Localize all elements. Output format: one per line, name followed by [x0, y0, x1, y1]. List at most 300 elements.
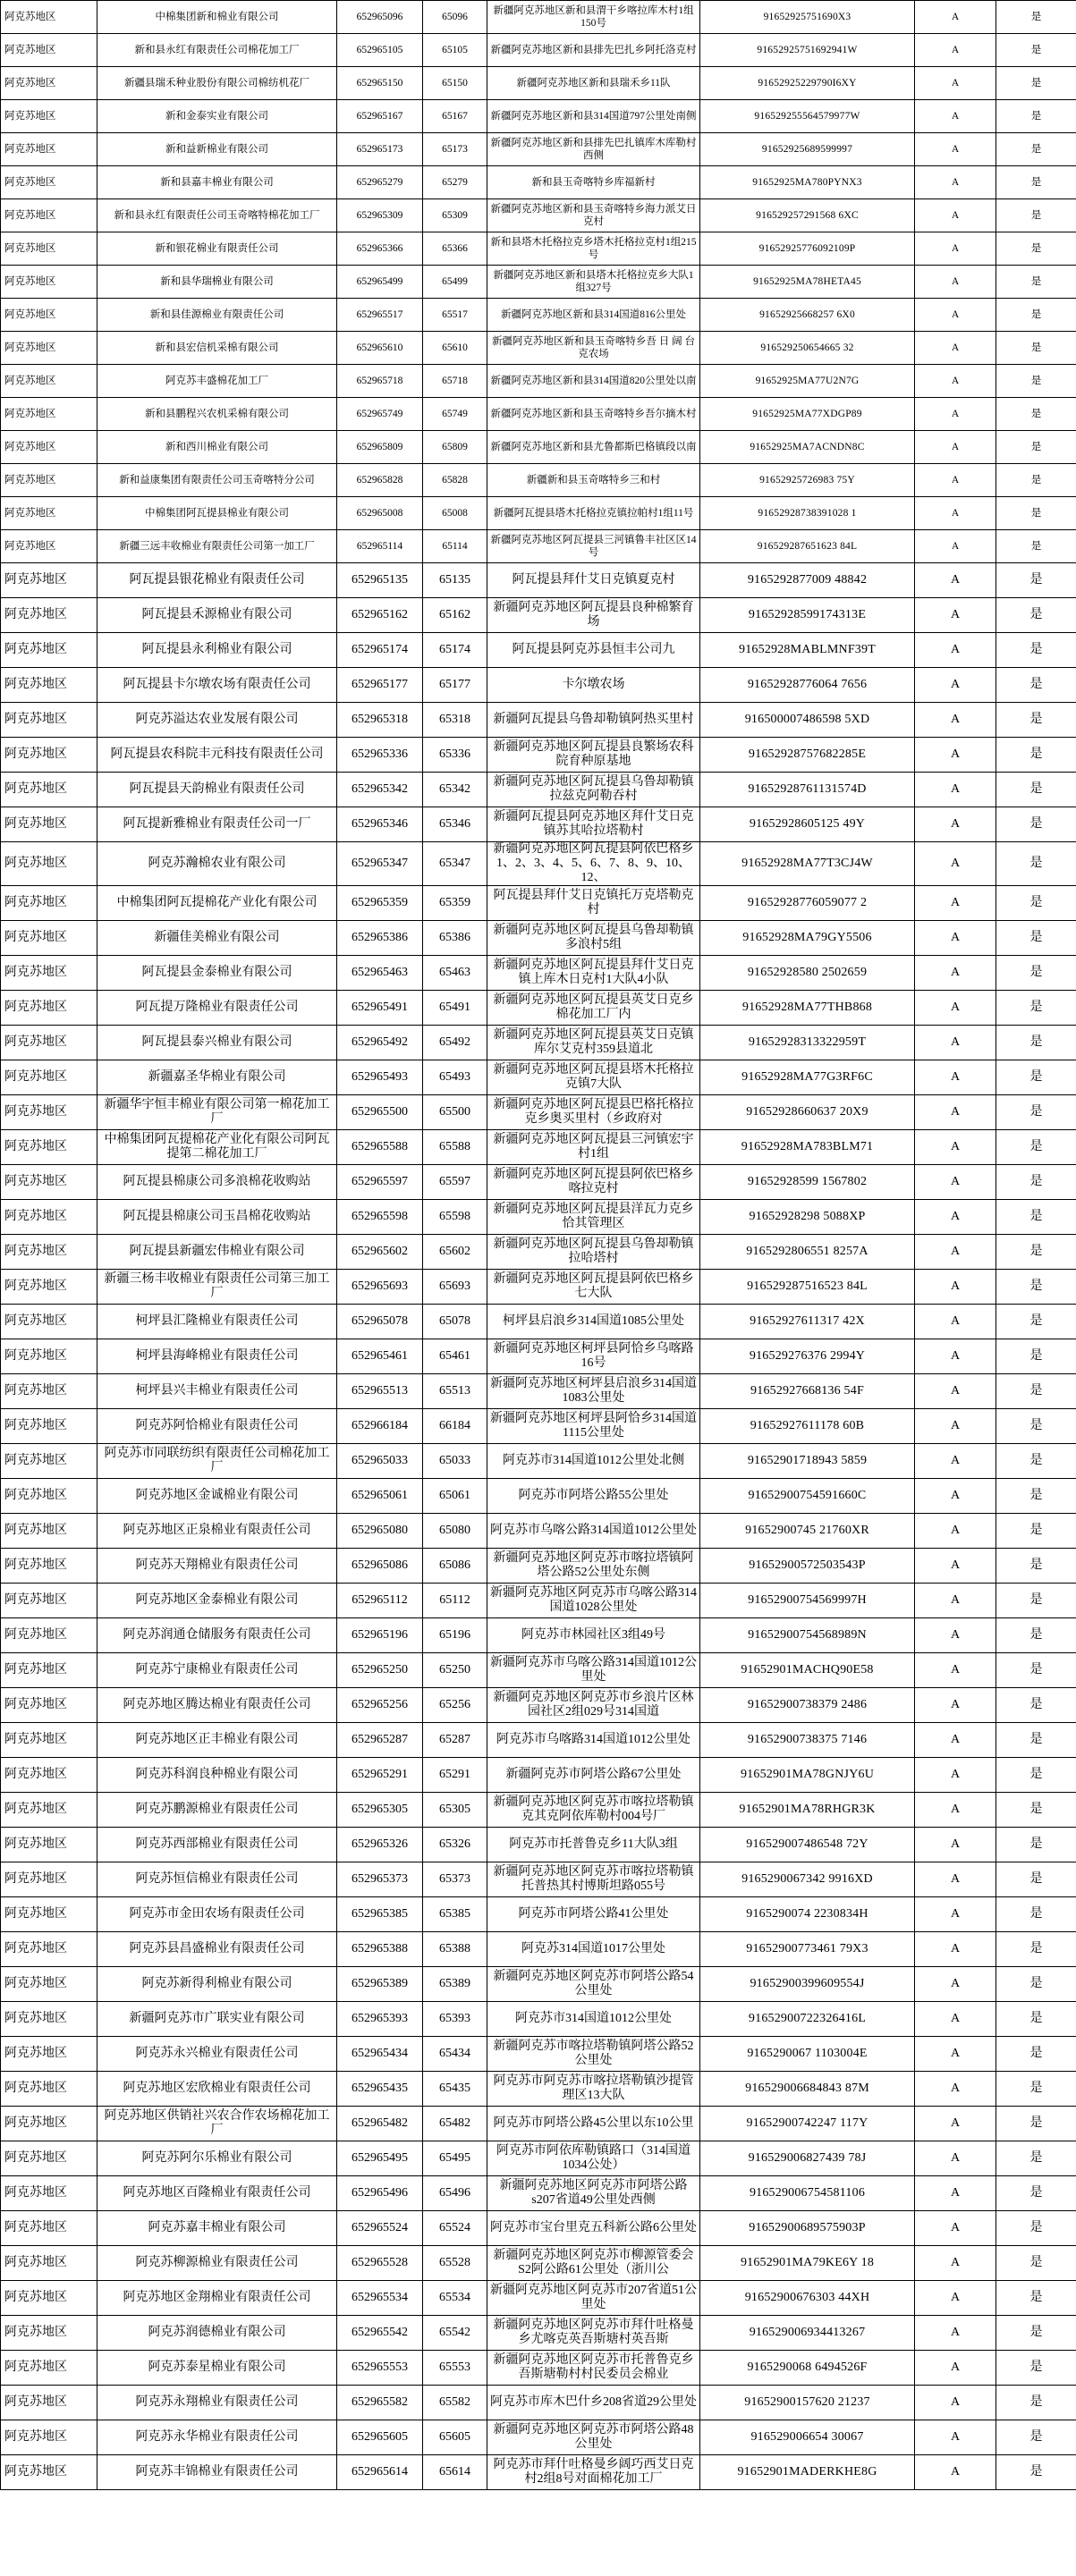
flag-cell: 是: [996, 1165, 1076, 1200]
credit-code-cell: 9165290067342 9916XD: [700, 1862, 915, 1897]
region-cell: 阿克苏地区: [1, 2316, 97, 2351]
region-cell: 阿克苏地区: [1, 2037, 97, 2072]
credit-code-cell: 916529287516523 84L: [700, 1270, 915, 1305]
address-cell: 新疆阿克苏地区阿瓦提县乌鲁却勒镇拉哈塔村: [487, 1235, 700, 1270]
grade-cell: A: [915, 1618, 996, 1653]
grade-cell: A: [915, 1444, 996, 1479]
grade-cell: A: [915, 1758, 996, 1793]
code-cell: 652965173: [337, 133, 423, 166]
code-cell: 652965086: [337, 1549, 423, 1584]
code-cell: 652965614: [337, 2455, 423, 2490]
table-row: [1, 807, 1076, 842]
region-cell: 阿克苏地区: [1, 2351, 97, 2386]
flag-cell: 是: [996, 199, 1076, 232]
code-cell: 652965256: [337, 1688, 423, 1723]
region-cell: 阿克苏地区: [1, 598, 97, 633]
code-cell: 652965500: [337, 1095, 423, 1130]
address-cell: 新疆阿克苏地区新和县玉奇喀特乡海力派艾日克村: [487, 199, 700, 232]
short-code-cell: 65167: [423, 100, 487, 133]
address-cell: 新疆阿克苏地区新和县314国道797公里处南侧: [487, 100, 700, 133]
short-code-cell: 65173: [423, 133, 487, 166]
grade-cell: A: [915, 2386, 996, 2420]
region-cell: 阿克苏地区: [1, 1932, 97, 1967]
short-code-cell: 65359: [423, 886, 487, 921]
company-name-cell: 阿克苏柳源棉业有限责任公司: [97, 2246, 337, 2281]
region-cell: 阿克苏地区: [1, 365, 97, 398]
company-name-cell: 阿瓦提万隆棉业有限责任公司: [97, 991, 337, 1026]
table-row: [1, 497, 1076, 530]
table-row: [1, 1932, 1076, 1967]
credit-code-cell: 91652900157620 21237: [700, 2386, 915, 2420]
short-code-cell: 65318: [423, 703, 487, 738]
table-row: [1, 2176, 1076, 2211]
address-cell: 新疆阿克苏市乌喀公路314国道1012公里处: [487, 1653, 700, 1688]
address-cell: 新疆阿克苏地区阿瓦提县三河镇宏宇村1组: [487, 1130, 700, 1165]
flag-cell: 是: [996, 1897, 1076, 1932]
address-cell: 阿克苏市库木巴什乡208省道29公里处: [487, 2386, 700, 2420]
company-name-cell: 阿克苏泰星棉业有限公司: [97, 2351, 337, 2386]
address-cell: 新疆阿克苏地区新和县瑞禾乡11队: [487, 67, 700, 100]
credit-code-cell: 9165290067 1103004E: [700, 2037, 915, 2072]
region-cell: 阿克苏地区: [1, 1549, 97, 1584]
short-code-cell: 65086: [423, 1549, 487, 1584]
address-cell: 新疆阿克苏地区阿克苏市阿塔公路54公里处: [487, 1967, 700, 2002]
credit-code-cell: 9165292806551 8257A: [700, 1235, 915, 1270]
region-cell: 阿克苏地区: [1, 668, 97, 703]
address-cell: 阿克苏市托普鲁克乡11大队3组: [487, 1828, 700, 1862]
credit-code-cell: 91652900676303 44XH: [700, 2281, 915, 2316]
short-code-cell: 65496: [423, 2176, 487, 2211]
table-row: [1, 1479, 1076, 1514]
region-cell: 阿克苏地区: [1, 133, 97, 166]
address-cell: 新疆阿克苏地区阿瓦提县英艾日克乡棉花加工厂内: [487, 991, 700, 1026]
grade-cell: A: [915, 738, 996, 773]
region-cell: 阿克苏地区: [1, 1305, 97, 1339]
short-code-cell: 65393: [423, 2002, 487, 2037]
region-cell: 阿克苏地区: [1, 1828, 97, 1862]
region-cell: 阿克苏地区: [1, 842, 97, 886]
address-cell: 阿克苏市阿塔公路41公里处: [487, 1897, 700, 1932]
address-cell: 阿克苏市314国道1012公里处: [487, 2002, 700, 2037]
grade-cell: A: [915, 1060, 996, 1095]
code-cell: 652965496: [337, 2176, 423, 2211]
region-cell: 阿克苏地区: [1, 1235, 97, 1270]
grade-cell: A: [915, 1862, 996, 1897]
company-name-cell: 新疆佳美棉业有限公司: [97, 921, 337, 956]
table-row: [1, 1688, 1076, 1723]
short-code-cell: 65495: [423, 2141, 487, 2176]
address-cell: 新疆阿克苏地区阿克苏市乌喀公路314国道1028公里处: [487, 1584, 700, 1618]
code-cell: 652965135: [337, 563, 423, 598]
company-name-cell: 阿克苏地区正丰棉业有限公司: [97, 1723, 337, 1758]
code-cell: 652965389: [337, 1967, 423, 2002]
short-code-cell: 65588: [423, 1130, 487, 1165]
region-cell: 阿克苏地区: [1, 2141, 97, 2176]
code-cell: 652965605: [337, 2420, 423, 2455]
short-code-cell: 65461: [423, 1339, 487, 1374]
region-cell: 阿克苏地区: [1, 1444, 97, 1479]
table-row: [1, 1618, 1076, 1653]
grade-cell: A: [915, 842, 996, 886]
flag-cell: 是: [996, 1305, 1076, 1339]
flag-cell: 是: [996, 738, 1076, 773]
table-row: [1, 668, 1076, 703]
table-row: [1, 2455, 1076, 2490]
credit-code-cell: 916529006754581106: [700, 2176, 915, 2211]
credit-code-cell: 91652900742247 117Y: [700, 2107, 915, 2141]
credit-code-cell: 91652928298 5088XP: [700, 1200, 915, 1235]
address-cell: 新疆阿克苏地区阿克苏市托普鲁克乡吾斯塘勒村村民委员会棉业: [487, 2351, 700, 2386]
short-code-cell: 65135: [423, 563, 487, 598]
table-row: [1, 1, 1076, 34]
region-cell: 阿克苏地区: [1, 2420, 97, 2455]
table-row: [1, 1967, 1076, 2002]
table-row: [1, 365, 1076, 398]
company-name-cell: 阿克苏永兴棉业有限责任公司: [97, 2037, 337, 2072]
company-name-cell: 新和县永红有限责任公司棉花加工厂: [97, 34, 337, 67]
grade-cell: A: [915, 530, 996, 563]
flag-cell: 是: [996, 299, 1076, 332]
region-cell: 阿克苏地区: [1, 1270, 97, 1305]
flag-cell: 是: [996, 2002, 1076, 2037]
company-name-cell: 新和县鹏程兴农机采棉有限公司: [97, 398, 337, 431]
region-cell: 阿克苏地区: [1, 1584, 97, 1618]
short-code-cell: 65482: [423, 2107, 487, 2141]
short-code-cell: 65150: [423, 67, 487, 100]
flag-cell: 是: [996, 886, 1076, 921]
table-row: [1, 563, 1076, 598]
code-cell: 652965346: [337, 807, 423, 842]
company-name-cell: 阿瓦提县棉康公司多浪棉花收购站: [97, 1165, 337, 1200]
table-row: [1, 1514, 1076, 1549]
credit-code-cell: 91652928738391028 1: [700, 497, 915, 530]
region-cell: 阿克苏地区: [1, 67, 97, 100]
flag-cell: 是: [996, 1444, 1076, 1479]
short-code-cell: 65491: [423, 991, 487, 1026]
flag-cell: 是: [996, 633, 1076, 668]
short-code-cell: 65061: [423, 1479, 487, 1514]
company-name-cell: 阿瓦提县永利棉业有限公司: [97, 633, 337, 668]
flag-cell: 是: [996, 2141, 1076, 2176]
code-cell: 652965493: [337, 1060, 423, 1095]
short-code-cell: 65500: [423, 1095, 487, 1130]
company-name-cell: 阿克苏地区腾达棉业有限责任公司: [97, 1688, 337, 1723]
flag-cell: 是: [996, 497, 1076, 530]
address-cell: 新疆阿瓦提县塔木托格拉克镇拉帕村1组11号: [487, 497, 700, 530]
short-code-cell: 65309: [423, 199, 487, 232]
region-cell: 阿克苏地区: [1, 530, 97, 563]
address-cell: 新疆阿瓦提县乌鲁却勒镇阿热买里村: [487, 703, 700, 738]
credit-code-cell: 91652900773461 79X3: [700, 1932, 915, 1967]
table-row: [1, 1200, 1076, 1235]
flag-cell: 是: [996, 1479, 1076, 1514]
code-cell: 652965749: [337, 398, 423, 431]
table-row: [1, 1549, 1076, 1584]
code-cell: 652965347: [337, 842, 423, 886]
flag-cell: 是: [996, 100, 1076, 133]
code-cell: 652965828: [337, 464, 423, 497]
short-code-cell: 65114: [423, 530, 487, 563]
credit-code-cell: 91652925MA77U2N7G: [700, 365, 915, 398]
table-row: [1, 398, 1076, 431]
table-row: [1, 1235, 1076, 1270]
flag-cell: 是: [996, 1758, 1076, 1793]
address-cell: 新疆阿克苏地区阿克苏市拜什吐格曼乡尤喀克英吾斯塘村英吾斯: [487, 2316, 700, 2351]
short-code-cell: 65342: [423, 773, 487, 807]
address-cell: 新疆阿克苏地区阿瓦提县英艾日克镇库尔艾克村359县道北: [487, 1026, 700, 1060]
region-cell: 阿克苏地区: [1, 1897, 97, 1932]
region-cell: 阿克苏地区: [1, 2455, 97, 2490]
table-row: [1, 1060, 1076, 1095]
grade-cell: A: [915, 703, 996, 738]
flag-cell: 是: [996, 807, 1076, 842]
short-code-cell: 65524: [423, 2211, 487, 2246]
flag-cell: 是: [996, 67, 1076, 100]
region-cell: 阿克苏地区: [1, 34, 97, 67]
region-cell: 阿克苏地区: [1, 2176, 97, 2211]
credit-code-cell: 91652900738375 7146: [700, 1723, 915, 1758]
credit-code-cell: 91652900572503543P: [700, 1549, 915, 1584]
credit-code-cell: 91652928761131574D: [700, 773, 915, 807]
address-cell: 阿克苏市阿克苏市喀拉塔勒镇沙提管理区13大队: [487, 2072, 700, 2107]
flag-cell: 是: [996, 991, 1076, 1026]
grade-cell: A: [915, 1897, 996, 1932]
table-row: [1, 34, 1076, 67]
credit-code-cell: 916529007486548 72Y: [700, 1828, 915, 1862]
region-cell: 阿克苏地区: [1, 2281, 97, 2316]
company-name-cell: 柯坪县汇隆棉业有限责任公司: [97, 1305, 337, 1339]
address-cell: 新疆阿克苏地区阿克苏市喀拉塔勒镇托普热其村博斯坦路055号: [487, 1862, 700, 1897]
grade-cell: A: [915, 2281, 996, 2316]
company-name-cell: 新和益新棉业有限公司: [97, 133, 337, 166]
address-cell: 新疆阿克苏地区新和县排先巴扎镇库木库勒村西侧: [487, 133, 700, 166]
code-cell: 652965582: [337, 2386, 423, 2420]
short-code-cell: 65305: [423, 1793, 487, 1828]
company-name-cell: 阿克苏溢达农业发展有限公司: [97, 703, 337, 738]
table-row: [1, 2281, 1076, 2316]
region-cell: 阿克苏地区: [1, 738, 97, 773]
address-cell: 阿克苏市乌喀公路314国道1012公里处: [487, 1514, 700, 1549]
address-cell: 新疆阿克苏地区柯坪县启浪乡314国道1083公里处: [487, 1374, 700, 1409]
credit-code-cell: 916529257291568 6XC: [700, 199, 915, 232]
credit-code-cell: 91652928580 2502659: [700, 956, 915, 991]
flag-cell: 是: [996, 1200, 1076, 1235]
credit-code-cell: 91652900399609554J: [700, 1967, 915, 2002]
code-cell: 652965602: [337, 1235, 423, 1270]
credit-code-cell: 91652927668136 54F: [700, 1374, 915, 1409]
flag-cell: 是: [996, 1932, 1076, 1967]
region-cell: 阿克苏地区: [1, 1, 97, 34]
table-row: [1, 100, 1076, 133]
grade-cell: A: [915, 2351, 996, 2386]
credit-code-cell: 91652928605125 49Y: [700, 807, 915, 842]
region-cell: 阿克苏地区: [1, 563, 97, 598]
table-row: [1, 1444, 1076, 1479]
flag-cell: 是: [996, 1060, 1076, 1095]
credit-code-cell: 91652928776064 7656: [700, 668, 915, 703]
table-row: [1, 1095, 1076, 1130]
credit-code-cell: 91652925229790I6XY: [700, 67, 915, 100]
address-cell: 阿克苏市林园社区3组49号: [487, 1618, 700, 1653]
short-code-cell: 65597: [423, 1165, 487, 1200]
grade-cell: A: [915, 2072, 996, 2107]
code-cell: 652965534: [337, 2281, 423, 2316]
company-name-cell: 阿克苏润德棉业有限公司: [97, 2316, 337, 2351]
credit-code-cell: 916500007486598 5XD: [700, 703, 915, 738]
region-cell: 阿克苏地区: [1, 1688, 97, 1723]
flag-cell: 是: [996, 1130, 1076, 1165]
grade-cell: A: [915, 67, 996, 100]
credit-code-cell: 91652925751690X3: [700, 1, 915, 34]
grade-cell: A: [915, 1828, 996, 1862]
code-cell: 652965434: [337, 2037, 423, 2072]
region-cell: 阿克苏地区: [1, 2107, 97, 2141]
region-cell: 阿克苏地区: [1, 886, 97, 921]
short-code-cell: 65174: [423, 633, 487, 668]
region-cell: 阿克苏地区: [1, 1165, 97, 1200]
address-cell: 阿克苏市阿依库勒镇路口（314国道1034公处）: [487, 2141, 700, 2176]
short-code-cell: 65279: [423, 166, 487, 199]
flag-cell: 是: [996, 1339, 1076, 1374]
short-code-cell: 65582: [423, 2386, 487, 2420]
credit-code-cell: 91652901MADERKHE8G: [700, 2455, 915, 2490]
region-cell: 阿克苏地区: [1, 1095, 97, 1130]
code-cell: 652965809: [337, 431, 423, 464]
credit-code-cell: 91652928MABLMNF39T: [700, 633, 915, 668]
flag-cell: 是: [996, 464, 1076, 497]
table-row: [1, 1828, 1076, 1862]
code-cell: 652965482: [337, 2107, 423, 2141]
short-code-cell: 65828: [423, 464, 487, 497]
table-row: [1, 1339, 1076, 1374]
company-name-cell: 新疆嘉圣华棉业有限公司: [97, 1060, 337, 1095]
table-row: [1, 598, 1076, 633]
flag-cell: 是: [996, 921, 1076, 956]
company-name-cell: 阿克苏润通仓储服务有限责任公司: [97, 1618, 337, 1653]
flag-cell: 是: [996, 842, 1076, 886]
credit-code-cell: 91652927611178 60B: [700, 1409, 915, 1444]
flag-cell: 是: [996, 530, 1076, 563]
table-row: [1, 1305, 1076, 1339]
company-name-cell: 中棉集团阿瓦提棉花产业化有限公司阿瓦提第二棉花加工厂: [97, 1130, 337, 1165]
flag-cell: 是: [996, 1828, 1076, 1862]
table-row: [1, 1758, 1076, 1793]
short-code-cell: 65287: [423, 1723, 487, 1758]
table-row: [1, 991, 1076, 1026]
code-cell: 652965553: [337, 2351, 423, 2386]
flag-cell: 是: [996, 2037, 1076, 2072]
grade-cell: A: [915, 1514, 996, 1549]
code-cell: 652965112: [337, 1584, 423, 1618]
company-name-cell: 新和益康集团有限责任公司玉奇喀特分公司: [97, 464, 337, 497]
credit-code-cell: 91652925776092109P: [700, 232, 915, 266]
region-cell: 阿克苏地区: [1, 633, 97, 668]
short-code-cell: 65386: [423, 921, 487, 956]
grade-cell: A: [915, 1305, 996, 1339]
short-code-cell: 65534: [423, 2281, 487, 2316]
code-cell: 652965061: [337, 1479, 423, 1514]
code-cell: 652965598: [337, 1200, 423, 1235]
company-name-cell: 新和县永红有限责任公司玉奇喀特棉花加工厂: [97, 199, 337, 232]
table-row: [1, 2246, 1076, 2281]
table-row: [1, 332, 1076, 365]
code-cell: 652965385: [337, 1897, 423, 1932]
address-cell: 新疆阿瓦提县阿克苏地区拜什艾日克镇苏其哈拉塔勒村: [487, 807, 700, 842]
company-name-cell: 中棉集团阿瓦提棉花产业化有限公司: [97, 886, 337, 921]
grade-cell: A: [915, 199, 996, 232]
region-cell: 阿克苏地区: [1, 1479, 97, 1514]
code-cell: 652965359: [337, 886, 423, 921]
credit-code-cell: 91652925751692941W: [700, 34, 915, 67]
credit-code-cell: 916529276376 2994Y: [700, 1339, 915, 1374]
table-row: [1, 773, 1076, 807]
company-name-cell: 阿克苏永翔棉业有限责任公司: [97, 2386, 337, 2420]
credit-code-cell: 9165292877009 48842: [700, 563, 915, 598]
table-row: [1, 232, 1076, 266]
table-row: [1, 266, 1076, 299]
short-code-cell: 65493: [423, 1060, 487, 1095]
company-name-cell: 新和银花棉业有限责任公司: [97, 232, 337, 266]
credit-code-cell: 91652901MA79KE6Y 18: [700, 2246, 915, 2281]
grade-cell: A: [915, 431, 996, 464]
code-cell: 652965491: [337, 991, 423, 1026]
company-name-cell: 阿瓦提新雅棉业有限责任公司一厂: [97, 807, 337, 842]
short-code-cell: 65347: [423, 842, 487, 886]
code-cell: 652965513: [337, 1374, 423, 1409]
grade-cell: A: [915, 166, 996, 199]
code-cell: 652965393: [337, 2002, 423, 2037]
address-cell: 新疆阿克苏地区阿瓦提县良种棉繁育场: [487, 598, 700, 633]
company-name-cell: 柯坪县海峰棉业有限责任公司: [97, 1339, 337, 1374]
company-name-cell: 新和西川棉业有限公司: [97, 431, 337, 464]
flag-cell: 是: [996, 2455, 1076, 2490]
grade-cell: A: [915, 133, 996, 166]
short-code-cell: 65336: [423, 738, 487, 773]
company-name-cell: 新疆阿克苏市广联实业有限公司: [97, 2002, 337, 2037]
table-row: [1, 1653, 1076, 1688]
grade-cell: A: [915, 1026, 996, 1060]
flag-cell: 是: [996, 166, 1076, 199]
short-code-cell: 65499: [423, 266, 487, 299]
table-row: [1, 530, 1076, 563]
grade-cell: A: [915, 2211, 996, 2246]
address-cell: 新疆阿克苏地区新和县排先巴扎乡阿托洛克村: [487, 34, 700, 67]
code-cell: 652965096: [337, 1, 423, 34]
credit-code-cell: 91652928599 1567802: [700, 1165, 915, 1200]
flag-cell: 是: [996, 332, 1076, 365]
region-cell: 阿克苏地区: [1, 807, 97, 842]
flag-cell: 是: [996, 1270, 1076, 1305]
table-row: [1, 1409, 1076, 1444]
grade-cell: A: [915, 2107, 996, 2141]
address-cell: 新疆阿克苏地区阿瓦提县拜什艾日克镇上库木日克村1大队4小队: [487, 956, 700, 991]
address-cell: 新疆阿克苏地区新和县尤鲁都斯巴格镇段以南: [487, 431, 700, 464]
credit-code-cell: 91652925726983 75Y: [700, 464, 915, 497]
company-name-cell: 阿克苏鹏源棉业有限责任公司: [97, 1793, 337, 1828]
short-code-cell: 65513: [423, 1374, 487, 1409]
address-cell: 新疆阿克苏地区阿克苏市喀拉塔镇阿塔公路52公里处东侧: [487, 1549, 700, 1584]
credit-code-cell: 916529287651623 84L: [700, 530, 915, 563]
code-cell: 652965528: [337, 2246, 423, 2281]
region-cell: 阿克苏地区: [1, 1130, 97, 1165]
table-row: [1, 2002, 1076, 2037]
address-cell: 阿克苏市阿塔公路45公里以东10公里: [487, 2107, 700, 2141]
region-cell: 阿克苏地区: [1, 100, 97, 133]
table-row: [1, 703, 1076, 738]
code-cell: 652965305: [337, 1793, 423, 1828]
flag-cell: 是: [996, 34, 1076, 67]
address-cell: 新疆阿克苏市阿塔公路67公里处: [487, 1758, 700, 1793]
